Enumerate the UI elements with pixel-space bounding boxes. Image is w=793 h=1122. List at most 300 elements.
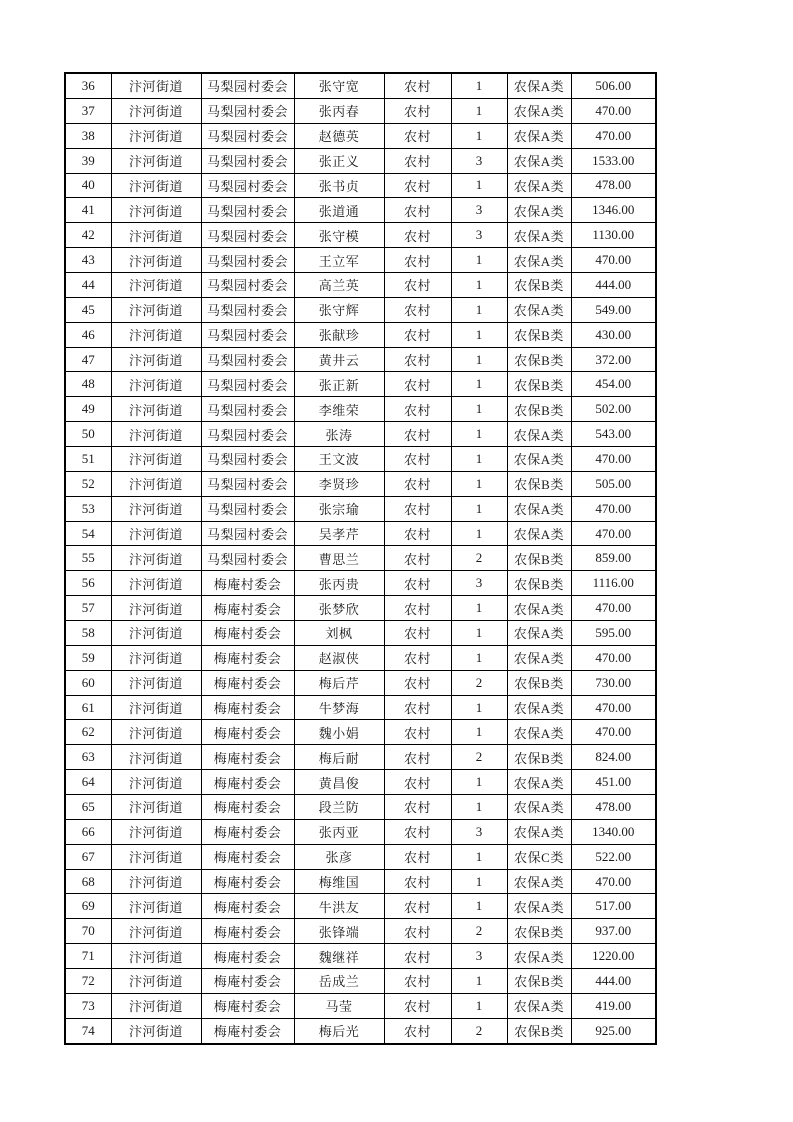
cell-person-name: 张彦 (294, 844, 384, 869)
table-row (65, 273, 656, 298)
cell-amount: 478.00 (571, 173, 656, 198)
cell-insurance-category: 农保B类 (507, 471, 571, 496)
table-row (65, 198, 656, 223)
table-row (65, 98, 656, 123)
cell-serial-number: 36 (65, 73, 111, 98)
cell-residence-type: 农村 (384, 347, 451, 372)
cell-village-committee: 梅庵村委会 (201, 819, 294, 844)
cell-serial-number: 64 (65, 770, 111, 795)
cell-serial-number: 46 (65, 322, 111, 347)
cell-insurance-category: 农保B类 (507, 397, 571, 422)
cell-serial-number: 52 (65, 471, 111, 496)
cell-person-count: 3 (451, 223, 507, 248)
cell-street: 汴河街道 (111, 993, 201, 1018)
cell-village-committee: 梅庵村委会 (201, 571, 294, 596)
cell-insurance-category: 农保A类 (507, 521, 571, 546)
cell-serial-number: 62 (65, 720, 111, 745)
cell-person-name: 牛梦海 (294, 695, 384, 720)
cell-amount: 517.00 (571, 894, 656, 919)
cell-amount: 444.00 (571, 273, 656, 298)
cell-street: 汴河街道 (111, 372, 201, 397)
table-row (65, 397, 656, 422)
cell-insurance-category: 农保A类 (507, 496, 571, 521)
cell-residence-type: 农村 (384, 223, 451, 248)
table-row (65, 372, 656, 397)
cell-amount: 430.00 (571, 322, 656, 347)
cell-village-committee: 马梨园村委会 (201, 173, 294, 198)
table-row (65, 969, 656, 994)
cell-person-name: 张宗瑜 (294, 496, 384, 521)
cell-village-committee: 马梨园村委会 (201, 198, 294, 223)
cell-person-name: 王立军 (294, 248, 384, 273)
cell-person-name: 张丙春 (294, 98, 384, 123)
cell-insurance-category: 农保A类 (507, 993, 571, 1018)
cell-person-name: 张锋端 (294, 919, 384, 944)
cell-person-name: 张守宽 (294, 73, 384, 98)
table-row (65, 819, 656, 844)
cell-insurance-category: 农保B类 (507, 969, 571, 994)
cell-amount: 859.00 (571, 546, 656, 571)
cell-person-name: 张守模 (294, 223, 384, 248)
cell-serial-number: 63 (65, 745, 111, 770)
cell-insurance-category: 农保B类 (507, 1018, 571, 1044)
cell-amount: 451.00 (571, 770, 656, 795)
cell-street: 汴河街道 (111, 496, 201, 521)
cell-insurance-category: 农保A类 (507, 297, 571, 322)
cell-person-count: 1 (451, 347, 507, 372)
cell-village-committee: 梅庵村委会 (201, 745, 294, 770)
cell-insurance-category: 农保A类 (507, 223, 571, 248)
cell-insurance-category: 农保A类 (507, 621, 571, 646)
cell-serial-number: 49 (65, 397, 111, 422)
cell-amount: 1116.00 (571, 571, 656, 596)
cell-residence-type: 农村 (384, 422, 451, 447)
table-row (65, 894, 656, 919)
cell-village-committee: 梅庵村委会 (201, 621, 294, 646)
cell-insurance-category: 农保A类 (507, 894, 571, 919)
table-row (65, 770, 656, 795)
cell-serial-number: 66 (65, 819, 111, 844)
table-row (65, 173, 656, 198)
cell-amount: 549.00 (571, 297, 656, 322)
cell-residence-type: 农村 (384, 198, 451, 223)
cell-residence-type: 农村 (384, 471, 451, 496)
cell-street: 汴河街道 (111, 422, 201, 447)
cell-insurance-category: 农保B类 (507, 745, 571, 770)
cell-village-committee: 马梨园村委会 (201, 297, 294, 322)
cell-person-count: 1 (451, 720, 507, 745)
cell-serial-number: 71 (65, 944, 111, 969)
cell-person-count: 1 (451, 695, 507, 720)
cell-street: 汴河街道 (111, 347, 201, 372)
cell-person-name: 段兰防 (294, 795, 384, 820)
table-body (65, 73, 656, 1044)
cell-village-committee: 梅庵村委会 (201, 844, 294, 869)
cell-person-name: 李贤珍 (294, 471, 384, 496)
cell-street: 汴河街道 (111, 745, 201, 770)
cell-village-committee: 梅庵村委会 (201, 869, 294, 894)
cell-person-name: 张正义 (294, 148, 384, 173)
cell-village-committee: 马梨园村委会 (201, 98, 294, 123)
cell-residence-type: 农村 (384, 322, 451, 347)
cell-village-committee: 马梨园村委会 (201, 148, 294, 173)
cell-insurance-category: 农保A类 (507, 173, 571, 198)
cell-person-name: 赵德英 (294, 123, 384, 148)
table-row (65, 869, 656, 894)
cell-amount: 470.00 (571, 869, 656, 894)
cell-amount: 505.00 (571, 471, 656, 496)
cell-village-committee: 梅庵村委会 (201, 993, 294, 1018)
cell-serial-number: 57 (65, 596, 111, 621)
cell-village-committee: 马梨园村委会 (201, 496, 294, 521)
cell-amount: 1220.00 (571, 944, 656, 969)
cell-amount: 470.00 (571, 521, 656, 546)
cell-person-count: 2 (451, 745, 507, 770)
cell-street: 汴河街道 (111, 73, 201, 98)
table-row (65, 297, 656, 322)
cell-street: 汴河街道 (111, 844, 201, 869)
cell-person-count: 1 (451, 123, 507, 148)
cell-serial-number: 68 (65, 869, 111, 894)
cell-person-name: 梅维国 (294, 869, 384, 894)
cell-residence-type: 农村 (384, 869, 451, 894)
cell-street: 汴河街道 (111, 894, 201, 919)
cell-serial-number: 55 (65, 546, 111, 571)
cell-street: 汴河街道 (111, 322, 201, 347)
cell-street: 汴河街道 (111, 447, 201, 472)
cell-person-count: 3 (451, 944, 507, 969)
cell-amount: 470.00 (571, 447, 656, 472)
cell-insurance-category: 农保A类 (507, 73, 571, 98)
cell-amount: 1346.00 (571, 198, 656, 223)
cell-street: 汴河街道 (111, 720, 201, 745)
cell-person-count: 1 (451, 869, 507, 894)
cell-village-committee: 梅庵村委会 (201, 670, 294, 695)
cell-serial-number: 61 (65, 695, 111, 720)
cell-amount: 478.00 (571, 795, 656, 820)
cell-person-name: 赵淑侠 (294, 645, 384, 670)
cell-village-committee: 马梨园村委会 (201, 521, 294, 546)
cell-insurance-category: 农保A类 (507, 248, 571, 273)
cell-residence-type: 农村 (384, 819, 451, 844)
table-row (65, 322, 656, 347)
cell-serial-number: 44 (65, 273, 111, 298)
cell-person-name: 高兰英 (294, 273, 384, 298)
cell-residence-type: 农村 (384, 372, 451, 397)
table-row (65, 645, 656, 670)
cell-amount: 506.00 (571, 73, 656, 98)
cell-person-count: 1 (451, 73, 507, 98)
cell-person-name: 曹思兰 (294, 546, 384, 571)
table-row (65, 347, 656, 372)
cell-residence-type: 农村 (384, 546, 451, 571)
cell-insurance-category: 农保B类 (507, 273, 571, 298)
cell-person-count: 3 (451, 571, 507, 596)
cell-village-committee: 马梨园村委会 (201, 471, 294, 496)
cell-serial-number: 65 (65, 795, 111, 820)
cell-residence-type: 农村 (384, 894, 451, 919)
cell-amount: 470.00 (571, 720, 656, 745)
cell-residence-type: 农村 (384, 148, 451, 173)
cell-residence-type: 农村 (384, 496, 451, 521)
cell-serial-number: 45 (65, 297, 111, 322)
cell-insurance-category: 农保A类 (507, 98, 571, 123)
cell-amount: 502.00 (571, 397, 656, 422)
cell-street: 汴河街道 (111, 869, 201, 894)
cell-person-count: 1 (451, 248, 507, 273)
table-row (65, 447, 656, 472)
cell-residence-type: 农村 (384, 844, 451, 869)
cell-person-name: 张丙亚 (294, 819, 384, 844)
cell-person-count: 1 (451, 422, 507, 447)
cell-insurance-category: 农保B类 (507, 571, 571, 596)
cell-village-committee: 马梨园村委会 (201, 546, 294, 571)
cell-residence-type: 农村 (384, 720, 451, 745)
table-row (65, 148, 656, 173)
cell-amount: 925.00 (571, 1018, 656, 1044)
cell-serial-number: 39 (65, 148, 111, 173)
cell-insurance-category: 农保B类 (507, 546, 571, 571)
cell-person-name: 张丙贵 (294, 571, 384, 596)
cell-village-committee: 马梨园村委会 (201, 73, 294, 98)
cell-residence-type: 农村 (384, 770, 451, 795)
cell-serial-number: 58 (65, 621, 111, 646)
cell-amount: 454.00 (571, 372, 656, 397)
cell-residence-type: 农村 (384, 645, 451, 670)
cell-person-name: 刘枫 (294, 621, 384, 646)
cell-village-committee: 梅庵村委会 (201, 944, 294, 969)
cell-residence-type: 农村 (384, 596, 451, 621)
table-row (65, 695, 656, 720)
cell-street: 汴河街道 (111, 969, 201, 994)
cell-serial-number: 54 (65, 521, 111, 546)
table-row (65, 844, 656, 869)
cell-village-committee: 梅庵村委会 (201, 596, 294, 621)
cell-amount: 372.00 (571, 347, 656, 372)
cell-amount: 522.00 (571, 844, 656, 869)
cell-street: 汴河街道 (111, 98, 201, 123)
cell-serial-number: 40 (65, 173, 111, 198)
cell-village-committee: 梅庵村委会 (201, 645, 294, 670)
cell-residence-type: 农村 (384, 621, 451, 646)
cell-person-count: 2 (451, 546, 507, 571)
cell-street: 汴河街道 (111, 248, 201, 273)
table-row (65, 73, 656, 98)
cell-village-committee: 马梨园村委会 (201, 397, 294, 422)
cell-insurance-category: 农保A类 (507, 123, 571, 148)
table-row (65, 471, 656, 496)
cell-insurance-category: 农保A类 (507, 770, 571, 795)
cell-street: 汴河街道 (111, 546, 201, 571)
table-row (65, 720, 656, 745)
cell-amount: 1340.00 (571, 819, 656, 844)
cell-person-name: 岳成兰 (294, 969, 384, 994)
cell-serial-number: 53 (65, 496, 111, 521)
cell-person-count: 3 (451, 819, 507, 844)
cell-person-count: 1 (451, 322, 507, 347)
cell-street: 汴河街道 (111, 596, 201, 621)
cell-residence-type: 农村 (384, 1018, 451, 1044)
cell-serial-number: 51 (65, 447, 111, 472)
cell-insurance-category: 农保B类 (507, 670, 571, 695)
cell-person-name: 张书贞 (294, 173, 384, 198)
cell-person-count: 1 (451, 397, 507, 422)
cell-serial-number: 70 (65, 919, 111, 944)
cell-residence-type: 农村 (384, 123, 451, 148)
cell-village-committee: 马梨园村委会 (201, 223, 294, 248)
cell-street: 汴河街道 (111, 670, 201, 695)
cell-insurance-category: 农保A类 (507, 720, 571, 745)
cell-street: 汴河街道 (111, 198, 201, 223)
cell-village-committee: 马梨园村委会 (201, 248, 294, 273)
cell-village-committee: 马梨园村委会 (201, 273, 294, 298)
cell-street: 汴河街道 (111, 770, 201, 795)
cell-residence-type: 农村 (384, 397, 451, 422)
cell-amount: 543.00 (571, 422, 656, 447)
cell-person-name: 张涛 (294, 422, 384, 447)
cell-amount: 470.00 (571, 123, 656, 148)
cell-person-count: 1 (451, 795, 507, 820)
cell-village-committee: 梅庵村委会 (201, 919, 294, 944)
cell-amount: 470.00 (571, 98, 656, 123)
cell-street: 汴河街道 (111, 273, 201, 298)
table-row (65, 1018, 656, 1044)
cell-amount: 470.00 (571, 695, 656, 720)
cell-person-count: 1 (451, 471, 507, 496)
cell-serial-number: 56 (65, 571, 111, 596)
cell-village-committee: 马梨园村委会 (201, 322, 294, 347)
cell-serial-number: 60 (65, 670, 111, 695)
cell-street: 汴河街道 (111, 621, 201, 646)
cell-street: 汴河街道 (111, 919, 201, 944)
cell-person-count: 1 (451, 521, 507, 546)
table-row (65, 223, 656, 248)
cell-person-name: 梅后芹 (294, 670, 384, 695)
cell-person-count: 1 (451, 297, 507, 322)
cell-residence-type: 农村 (384, 273, 451, 298)
cell-serial-number: 67 (65, 844, 111, 869)
cell-serial-number: 43 (65, 248, 111, 273)
cell-amount: 470.00 (571, 645, 656, 670)
cell-person-name: 张正新 (294, 372, 384, 397)
cell-amount: 1533.00 (571, 148, 656, 173)
cell-person-name: 马莹 (294, 993, 384, 1018)
cell-person-count: 2 (451, 919, 507, 944)
cell-amount: 937.00 (571, 919, 656, 944)
cell-insurance-category: 农保B类 (507, 347, 571, 372)
cell-residence-type: 农村 (384, 571, 451, 596)
cell-serial-number: 74 (65, 1018, 111, 1044)
cell-village-committee: 梅庵村委会 (201, 770, 294, 795)
cell-village-committee: 梅庵村委会 (201, 969, 294, 994)
cell-insurance-category: 农保A类 (507, 819, 571, 844)
cell-amount: 419.00 (571, 993, 656, 1018)
cell-residence-type: 农村 (384, 969, 451, 994)
table-row (65, 546, 656, 571)
cell-insurance-category: 农保B类 (507, 322, 571, 347)
cell-street: 汴河街道 (111, 471, 201, 496)
cell-insurance-category: 农保A类 (507, 422, 571, 447)
cell-person-name: 张献珍 (294, 322, 384, 347)
cell-street: 汴河街道 (111, 297, 201, 322)
cell-street: 汴河街道 (111, 795, 201, 820)
cell-village-committee: 梅庵村委会 (201, 1018, 294, 1044)
cell-street: 汴河街道 (111, 521, 201, 546)
cell-residence-type: 农村 (384, 695, 451, 720)
cell-person-name: 张道通 (294, 198, 384, 223)
cell-amount: 444.00 (571, 969, 656, 994)
cell-person-name: 李维荣 (294, 397, 384, 422)
cell-serial-number: 72 (65, 969, 111, 994)
cell-residence-type: 农村 (384, 521, 451, 546)
table-row (65, 571, 656, 596)
table-row (65, 944, 656, 969)
cell-insurance-category: 农保A类 (507, 944, 571, 969)
cell-person-count: 1 (451, 894, 507, 919)
cell-village-committee: 马梨园村委会 (201, 372, 294, 397)
cell-village-committee: 马梨园村委会 (201, 447, 294, 472)
cell-residence-type: 农村 (384, 248, 451, 273)
cell-person-count: 1 (451, 596, 507, 621)
cell-street: 汴河街道 (111, 645, 201, 670)
cell-person-count: 1 (451, 173, 507, 198)
cell-serial-number: 47 (65, 347, 111, 372)
cell-street: 汴河街道 (111, 819, 201, 844)
cell-person-count: 3 (451, 148, 507, 173)
table-row (65, 621, 656, 646)
cell-person-count: 1 (451, 98, 507, 123)
cell-residence-type: 农村 (384, 670, 451, 695)
cell-residence-type: 农村 (384, 944, 451, 969)
cell-insurance-category: 农保A类 (507, 148, 571, 173)
cell-street: 汴河街道 (111, 223, 201, 248)
cell-street: 汴河街道 (111, 148, 201, 173)
cell-street: 汴河街道 (111, 571, 201, 596)
table-row (65, 496, 656, 521)
table-row (65, 795, 656, 820)
cell-insurance-category: 农保A类 (507, 795, 571, 820)
cell-residence-type: 农村 (384, 98, 451, 123)
cell-residence-type: 农村 (384, 73, 451, 98)
cell-street: 汴河街道 (111, 944, 201, 969)
cell-street: 汴河街道 (111, 173, 201, 198)
cell-residence-type: 农村 (384, 795, 451, 820)
cell-person-count: 2 (451, 670, 507, 695)
cell-serial-number: 38 (65, 123, 111, 148)
cell-person-name: 黄井云 (294, 347, 384, 372)
cell-person-count: 1 (451, 770, 507, 795)
cell-insurance-category: 农保A类 (507, 447, 571, 472)
cell-village-committee: 马梨园村委会 (201, 123, 294, 148)
cell-person-name: 魏小娟 (294, 720, 384, 745)
cell-residence-type: 农村 (384, 745, 451, 770)
cell-serial-number: 73 (65, 993, 111, 1018)
cell-street: 汴河街道 (111, 695, 201, 720)
cell-person-name: 黄昌俊 (294, 770, 384, 795)
cell-insurance-category: 农保B类 (507, 919, 571, 944)
cell-residence-type: 农村 (384, 447, 451, 472)
cell-person-name: 魏继祥 (294, 944, 384, 969)
cell-village-committee: 梅庵村委会 (201, 695, 294, 720)
cell-serial-number: 42 (65, 223, 111, 248)
cell-serial-number: 41 (65, 198, 111, 223)
cell-person-name: 张守辉 (294, 297, 384, 322)
cell-amount: 730.00 (571, 670, 656, 695)
cell-person-count: 1 (451, 993, 507, 1018)
cell-person-name: 张梦欣 (294, 596, 384, 621)
cell-serial-number: 69 (65, 894, 111, 919)
table-row (65, 745, 656, 770)
